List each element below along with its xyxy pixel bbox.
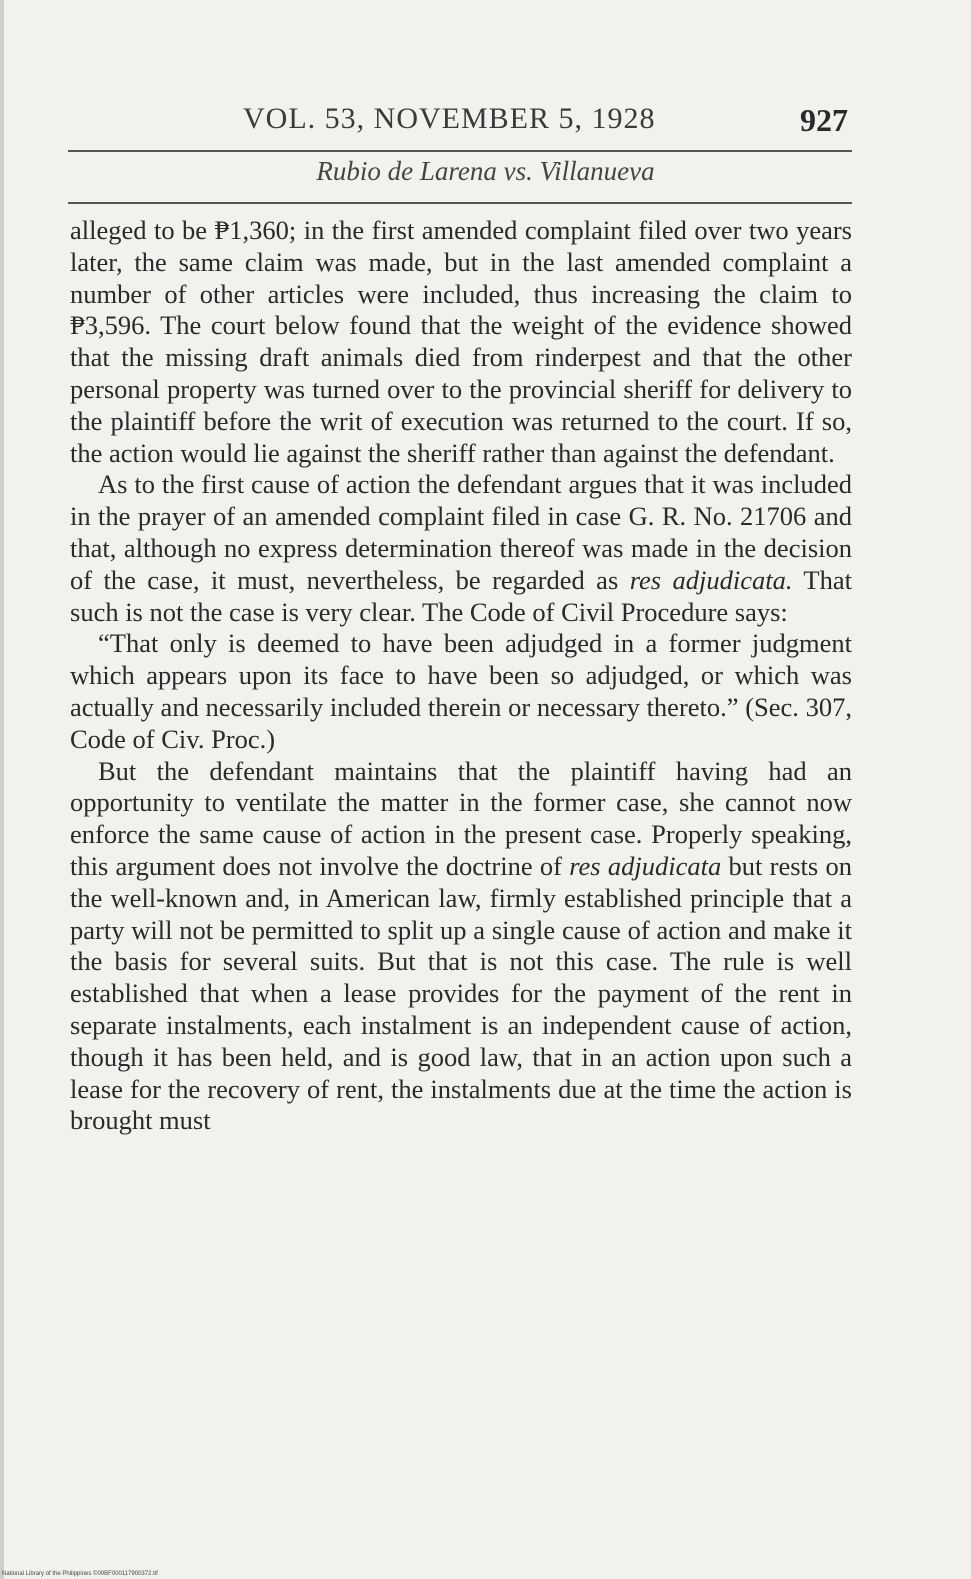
running-header xyxy=(68,96,852,156)
body-text xyxy=(70,215,852,1137)
quotation: “That only is deemed to have been adjudged in a former judgment which appears upon its face to have been so adjudged, or which was actually and necessarily included therein or necessary thereto.” (Sec. 307, Code of Civ. Proc.) xyxy=(70,628,852,754)
paragraph-2-italic: res adjudicata. xyxy=(629,564,793,595)
header-rule-top xyxy=(68,150,852,152)
paragraph-3 xyxy=(70,756,852,1138)
scan-credit: National Library of the Philippines ©00BF000117900372.tif xyxy=(2,1571,158,1577)
paragraph-2 xyxy=(70,469,852,628)
paragraph-2-part-a: As to the first cause of action the defendant argues that it was included in the prayer of an amended complaint filed in case G. R. No. 21706 and that, although no express determination thereof was made in the decision of the case, it must, nevertheless, be regarded as xyxy=(70,469,852,595)
case-title: Rubio de Larena vs. Villanueva xyxy=(316,156,655,186)
paragraph-3-part-a: But the defendant maintains that the plaintiff having had an opportunity to ventilate the matter in the former case, she cannot now enforce the same cause of action in the present case. Properly speaking, this argument does not involve the doctrine of xyxy=(70,755,852,881)
paragraph-3-part-b: but rests on the well-known and, in American law, firmly established principle that a party will not be permitted to split up a single cause of action and make it the basis for several suits. But that is not this case. The rule is well established that when a lease provides for the payment of the rent in separate instalments, each instalment is an independent cause of action, though it has been held, and is good law, that in an action upon such a lease for the recovery of rent, the instalments due at the time the action is brought must xyxy=(70,850,852,1136)
paragraph-1: alleged to be ₱1,360; in the first amended complaint filed over two years later, the same claim was made, but in the last amended complaint a number of other articles were included, thus increasing the claim to ₱3,596. The court below found that the weight of the evidence showed that the missing draft animals died from rinderpest and that the other personal property was turned over to the provincial sheriff for delivery to the plaintiff before the writ of execution was returned to the court. If so, the action would lie against the sheriff rather than against the defendant. xyxy=(70,215,852,468)
page-edge xyxy=(0,0,4,1579)
volume-date-line: VOL. 53, NOVEMBER 5, 1928 xyxy=(243,102,656,135)
paragraph-3-italic: res adjudicata xyxy=(569,850,722,881)
header-rule-bottom xyxy=(68,202,852,204)
paragraph-2-part-b: That such is not the case is very clear. The Code of Civil Procedure says: xyxy=(70,564,852,627)
page-number: 927 xyxy=(800,102,848,138)
